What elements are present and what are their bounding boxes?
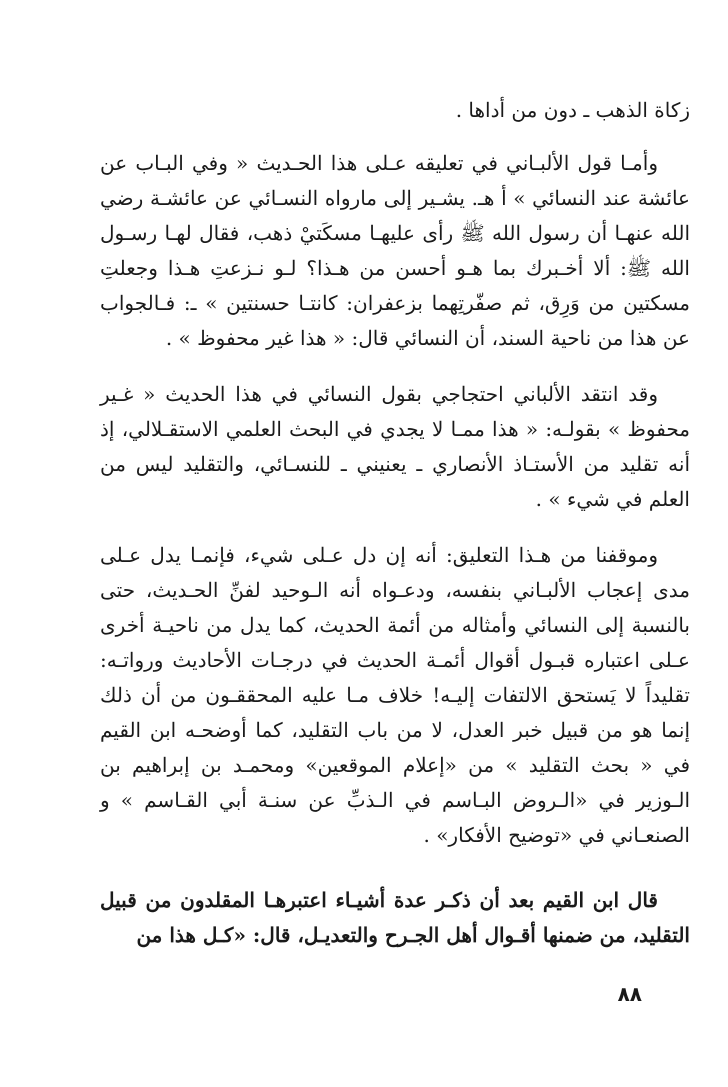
page-number: ٨٨ bbox=[617, 982, 642, 1006]
paragraph-5: قال ابن القيم بعد أن ذكـر عدة أشيـاء اعتبرهـا المقلدون من قبيل التقليد، من ضمنها أقـوال أهل الجـرح والتعديـل، قال: «كـل هذا من bbox=[100, 888, 690, 947]
paragraph-4: وموقفنا من هـذا التعليق: أنه إن دل عـلى شيء، فإنمـا يدل عـلى مدى إعجاب الألبـاني بنفسه، ودعـواه أنه الـوحيد لفنِّ الحـديث، حتى بالنسبة إلى النسائي وأمثاله من أئمة الحديث، كما يدل من ناحيـة أخرى عـلى اعتباره قبـول أقوال أئمـة الحديث في درجـات الأحاديث ورواتـه: تقليداً لا يَستحق الالتفات إليـه! خلاف مـا عليه المحققـون من أن ذلك إنما هو من قبيل خبر العدل، لا من باب التقليد، كما أوضحـه ابن القيم في « بحث التقليد » من «إعلام الموقعين» ومحمـد بن إبراهيم بن الـوزير في «الـروض البـاسم في الـذبِّ عن سنـة أبي القـاسم » و الصنعـاني في «توضيح الأفكار» . bbox=[100, 543, 690, 847]
paragraph-1: زكاة الذهب ـ دون من أداها . bbox=[455, 98, 690, 122]
paragraph-3: وقد انتقد الألباني احتجاجي بقول النسائي في هذا الحديث « غـير محفوظ » بقولـه: « هذا ممـا لا يجدي في البحث العلمي الاستقـلالي، إذ أنه تقليد من الأستـاذ الأنصاري ـ يعنيني ـ للنسـائي، والتقليد ليس من العلم في شيء » . bbox=[100, 382, 690, 511]
paragraph-2: وأمـا قول الألبـاني في تعليقه عـلى هذا الحـديث « وفي البـاب عن عائشة عند النسائي » أ هـ. يشـير إلى مارواه النسـائي عن عائشـة رضي الله عنهـا أن رسول الله ﷺ رأى عليهـا مسكَتيْ ذهب، فقال لهـا رسـول الله ﷺ: ألا أخـبرك بما هـو أحسن من هـذا؟ لـو نـزعتِ هـذا وجعلتِ مسكتين من وَرِق، ثم صفّرتِهما بزعفران: كانتـا حسنتين » ـ: فـالجواب عن هذا من ناحية السند، أن النسائي قال: « هذا غير محفوظ » . bbox=[100, 151, 690, 350]
